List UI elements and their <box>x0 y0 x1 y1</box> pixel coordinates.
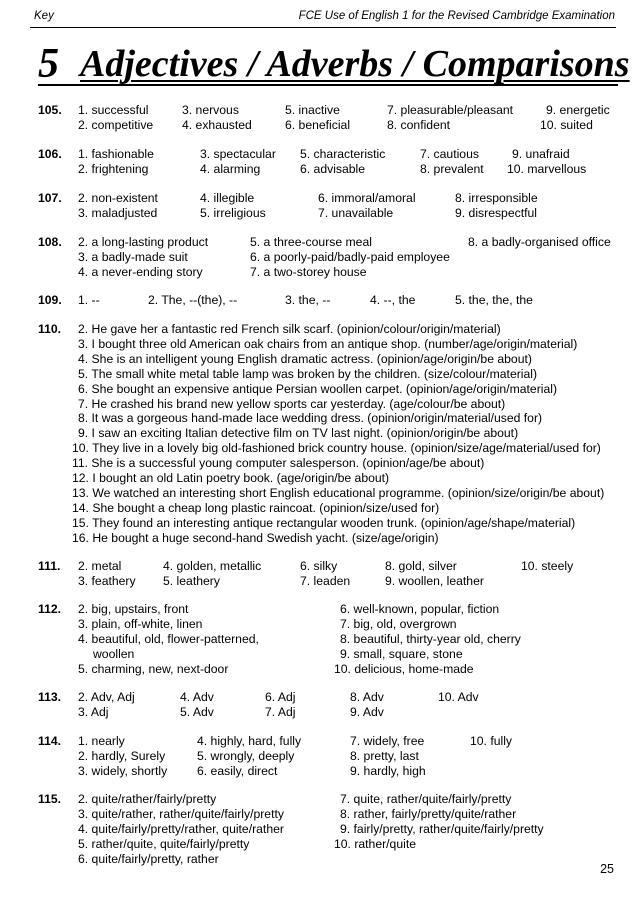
question-number: 105. <box>38 103 62 117</box>
question-number: 114. <box>38 734 62 748</box>
answer-item: 3. widely, shortly <box>78 764 168 778</box>
answer-item: 2. hardly, Surely <box>78 749 166 763</box>
answer-item: 7. quite, rather/quite/fairly/pretty <box>340 792 512 806</box>
answer-item: 4. highly, hard, fully <box>197 734 302 748</box>
running-header-left: Key <box>34 10 54 22</box>
answer-item: 4. quite/fairly/pretty/rather, quite/rather <box>78 822 284 836</box>
answer-item: 3. nervous <box>182 103 239 117</box>
answer-item: 10. rather/quite <box>334 837 416 851</box>
answer-item: 2. competitive <box>78 118 154 132</box>
answer-item: 9. woollen, leather <box>385 574 484 588</box>
answer-item: 3. plain, off-white, linen <box>78 617 203 631</box>
answer-item: 5. characteristic <box>300 147 386 161</box>
answer-item: 4. alarming <box>200 162 261 176</box>
answer-item: 10. marvellous <box>507 162 587 176</box>
answer-item: 6. silky <box>300 559 338 573</box>
answer-item: 2. He gave her a fantastic red French silk scarf. (opinion/colour/origin/material) <box>78 322 501 336</box>
answer-item: 10. They live in a lovely big old-fashioned brick country house. (opinion/size/age/material/used for) <box>72 441 601 455</box>
chapter-number: 5 <box>38 41 59 87</box>
answer-item: 5. inactive <box>285 103 340 117</box>
question-number: 112. <box>38 602 62 616</box>
answer-item: 2. metal <box>78 559 122 573</box>
answer-item: 6. a poorly-paid/badly-paid employee <box>250 250 450 264</box>
header-rule <box>30 27 616 28</box>
answer-item: 9. small, square, stone <box>340 647 463 661</box>
answer-item: 16. He bought a huge second-hand Swedish yacht. (size/age/origin) <box>72 531 439 545</box>
answer-item: 7. He crashed his brand new yellow sports car yesterday. (age/colour/be about) <box>78 397 506 411</box>
answer-item: 1. successful <box>78 103 149 117</box>
answer-item: 13. We watched an interesting short English educational programme. (opinion/size/origin/be about) <box>72 486 605 500</box>
answer-item: 4. a never-ending story <box>78 265 203 279</box>
answer-item: 8. a badly-organised office <box>468 235 611 249</box>
answer-item: 11. She is a successful young computer salesperson. (opinion/age/be about) <box>72 456 485 470</box>
answer-item: 6. Adj <box>265 690 296 704</box>
question-number: 113. <box>38 690 62 704</box>
answer-item: 5. The small white metal table lamp was broken by the children. (size/colour/material) <box>78 367 538 381</box>
answer-item: 6. well-known, popular, fiction <box>340 602 500 616</box>
answer-item: 7. pleasurable/pleasant <box>387 103 514 117</box>
answer-item: 2. a long-lasting product <box>78 235 209 249</box>
answer-item: 3. the, -- <box>285 293 331 307</box>
answer-item: 4. She is an intelligent young English dramatic actress. (opinion/age/origin/be about) <box>78 352 532 366</box>
answer-item: 7. unavailable <box>318 206 394 220</box>
question-number: 107. <box>38 191 62 205</box>
answer-item: woollen <box>93 647 135 661</box>
answer-item: 5. leathery <box>163 574 220 588</box>
answer-item: 9. disrespectful <box>455 206 537 220</box>
answer-item: 4. --, the <box>370 293 416 307</box>
question-number: 108. <box>38 235 62 249</box>
answer-item: 10. delicious, home-made <box>334 662 474 676</box>
answer-item: 8. pretty, last <box>350 749 419 763</box>
answer-item: 6. easily, direct <box>197 764 278 778</box>
answer-item: 6. quite/fairly/pretty, rather <box>78 852 219 866</box>
chapter-title <box>38 38 630 90</box>
answer-item: 8. irresponsible <box>455 191 538 205</box>
page-number: 25 <box>600 862 614 876</box>
answer-item: 8. It was a gorgeous hand-made lace wedding dress. (opinion/origin/material/used for) <box>78 411 543 425</box>
running-header-right: FCE Use of English 1 for the Revised Cambridge Examination <box>298 10 615 22</box>
answer-item: 8. confident <box>387 118 451 132</box>
answer-item: 1. nearly <box>78 734 125 748</box>
answer-item: 5. wrongly, deeply <box>197 749 295 763</box>
question-number: 106. <box>38 147 62 161</box>
answer-item: 15. They found an interesting antique rectangular wooden trunk. (opinion/age/shape/material) <box>72 516 576 530</box>
answer-item: 5. Adv <box>180 705 214 719</box>
answer-item: 3. a badly-made suit <box>78 250 188 264</box>
answer-item: 6. advisable <box>300 162 366 176</box>
answer-item: 7. Adj <box>265 705 296 719</box>
chapter-heading: Adjectives / Adverbs / Comparisons <box>80 43 630 85</box>
answer-item: 1. fashionable <box>78 147 154 161</box>
answer-item: 2. frightening <box>78 162 149 176</box>
answer-item: 10. steely <box>521 559 574 573</box>
answer-item: 9. energetic <box>546 103 610 117</box>
question-number: 109. <box>38 293 62 307</box>
answer-item: 4. beautiful, old, flower-patterned, <box>78 632 259 646</box>
answer-item: 7. cautious <box>420 147 479 161</box>
answer-item: 8. Adv <box>350 690 384 704</box>
answer-item: 6. beneficial <box>285 118 351 132</box>
answer-item: 7. leaden <box>300 574 351 588</box>
question-number: 115. <box>38 792 62 806</box>
answer-item: 2. big, upstairs, front <box>78 602 189 616</box>
answer-item: 8. prevalent <box>420 162 484 176</box>
answer-item: 5. charming, new, next-door <box>78 662 229 676</box>
answer-item: 2. Adv, Adj <box>78 690 135 704</box>
answer-item: 3. maladjusted <box>78 206 158 220</box>
answer-item: 3. I bought three old American oak chairs from an antique shop. (number/age/origin/material) <box>78 337 578 351</box>
answer-item: 5. rather/quite, quite/fairly/pretty <box>78 837 250 851</box>
question-number: 110. <box>38 322 62 336</box>
question-number: 111. <box>38 559 61 573</box>
answer-item: 14. She bought a cheap long plastic raincoat. (opinion/size/used for) <box>72 501 440 515</box>
answer-item: 9. I saw an exciting Italian detective film on TV last night. (opinion/origin/be about) <box>78 426 519 440</box>
answer-item: 7. widely, free <box>350 734 425 748</box>
answer-item: 4. exhausted <box>182 118 252 132</box>
answer-item: 5. the, the, the <box>455 293 533 307</box>
answer-item: 3. spectacular <box>200 147 276 161</box>
answer-item: 4. golden, metallic <box>163 559 262 573</box>
answer-item: 6. immoral/amoral <box>318 191 416 205</box>
answer-item: 10. suited <box>540 118 593 132</box>
answer-item: 7. big, old, overgrown <box>340 617 457 631</box>
answer-item: 5. irreligious <box>200 206 266 220</box>
answer-item: 3. feathery <box>78 574 136 588</box>
answer-item: 1. -- <box>78 293 100 307</box>
answer-item: 2. non-existent <box>78 191 158 205</box>
answer-item: 12. I bought an old Latin poetry book. (age/origin/be about) <box>72 471 390 485</box>
answer-item: 8. beautiful, thirty-year old, cherry <box>340 632 521 646</box>
answer-item: 4. illegible <box>200 191 255 205</box>
answer-item: 2. quite/rather/fairly/pretty <box>78 792 217 806</box>
answer-item: 9. unafraid <box>512 147 570 161</box>
answer-item: 8. gold, silver <box>385 559 457 573</box>
answer-item: 10. fully <box>470 734 513 748</box>
answer-item: 4. Adv <box>180 690 214 704</box>
title-rule <box>38 84 618 86</box>
answer-item: 9. hardly, high <box>350 764 426 778</box>
answer-item: 3. Adj <box>78 705 109 719</box>
answer-item: 9. fairly/pretty, rather/quite/fairly/pretty <box>340 822 544 836</box>
answer-item: 3. quite/rather, rather/quite/fairly/pretty <box>78 807 284 821</box>
answer-item: 7. a two-storey house <box>250 265 367 279</box>
answer-item: 5. a three-course meal <box>250 235 372 249</box>
answer-item: 6. She bought an expensive antique Persian woollen carpet. (opinion/age/origin/material) <box>78 382 558 396</box>
answer-item: 10. Adv <box>438 690 479 704</box>
answer-item: 8. rather, fairly/pretty/quite/rather <box>340 807 517 821</box>
answer-item: 9. Adv <box>350 705 384 719</box>
answer-item: 2. The, --(the), -- <box>148 293 238 307</box>
